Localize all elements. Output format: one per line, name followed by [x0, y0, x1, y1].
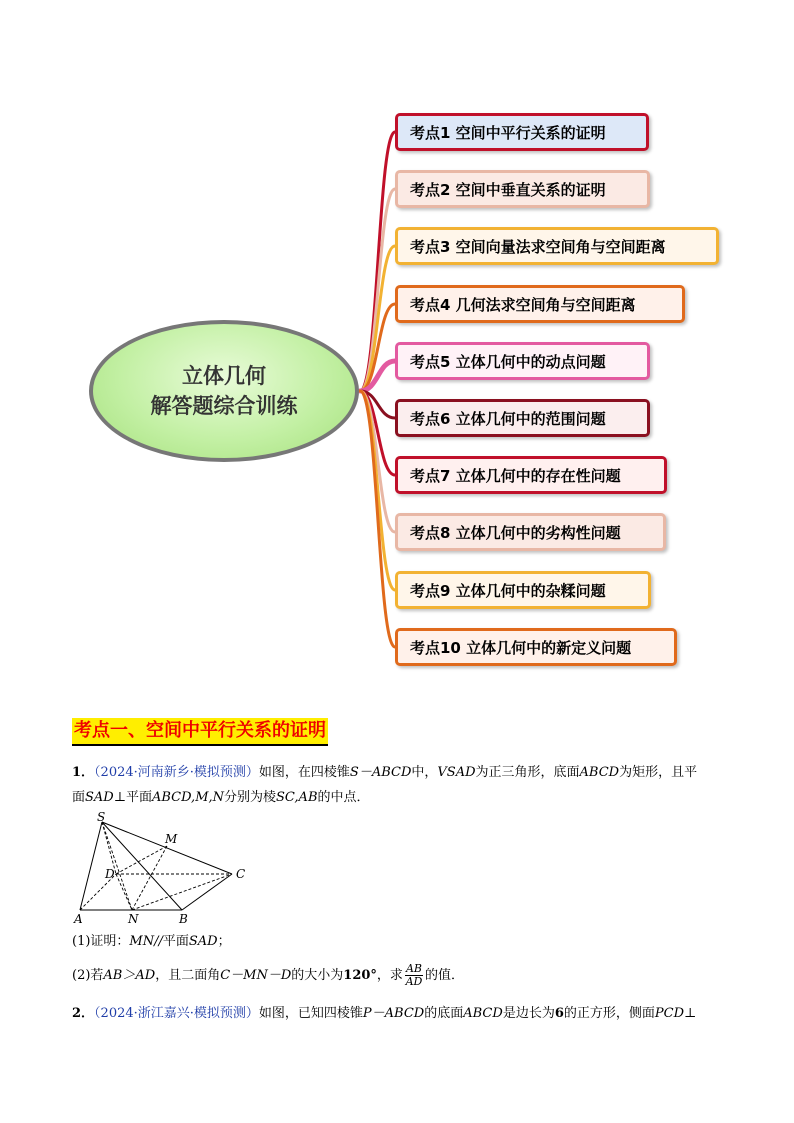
part-2-prefix: (2)若 — [72, 968, 104, 983]
edge-BC — [182, 874, 232, 910]
fraction-denominator: AD — [405, 975, 423, 988]
topic-label: 考点1 空间中平行关系的证明 — [410, 123, 606, 142]
problem-2-math: ABCD — [463, 1006, 503, 1021]
label-D: D — [105, 867, 115, 881]
part-1-math: MN// — [129, 934, 163, 949]
edge-SA — [80, 822, 102, 910]
section-heading: 考点一、空间中平行关系的证明 — [72, 718, 328, 746]
part-2-text: ，且二面角 — [155, 968, 221, 983]
problem-2-text: 是边长为 — [502, 1006, 555, 1021]
branch-lines — [360, 132, 395, 647]
problem-2-stem — [72, 1001, 732, 1026]
problem-1-part-1 — [72, 929, 732, 954]
problem-2-source: （2024·浙江嘉兴·模拟预测） — [94, 1006, 259, 1021]
segment-DN — [116, 874, 132, 910]
problem-2-text: 的底面 — [424, 1006, 464, 1021]
topic-label: 考点9 立体几何中的杂糅问题 — [410, 581, 606, 600]
problem-1-text: ⊥平面 — [113, 790, 152, 805]
topic-label: 考点5 立体几何中的动点问题 — [410, 352, 606, 371]
problem-2-side-length: 6 — [554, 1006, 564, 1021]
part-2-math: C－MN－D — [220, 968, 292, 983]
problem-1-text: 面 — [72, 790, 86, 805]
fraction-AB-over-AD — [405, 963, 423, 988]
part-2-angle: 120° — [343, 968, 377, 983]
part-1-prefix: (1)证明： — [72, 934, 130, 949]
problem-1-number: 1． — [72, 765, 95, 780]
fraction-numerator: AB — [405, 962, 422, 975]
topic-label: 考点6 立体几何中的范围问题 — [410, 409, 606, 428]
problem-1-math: SC,AB — [276, 790, 318, 805]
part-2-text: 的值． — [424, 968, 464, 983]
topic-box-9 — [395, 571, 651, 609]
label-A: A — [74, 912, 83, 926]
topic-box-10 — [395, 628, 677, 666]
part-1-text: 平面 — [162, 934, 189, 949]
edge-SC — [102, 822, 232, 874]
problem-2-text: 如图，已知四棱锥 — [258, 1006, 363, 1021]
problem-2-math: P－ABCD — [362, 1006, 425, 1021]
segment-MN — [132, 846, 167, 910]
center-title-line2: 解答题综合训练 — [150, 394, 298, 418]
label-M: M — [165, 832, 178, 846]
part-2-text: ，求 — [376, 968, 403, 983]
topic-box-6 — [395, 399, 650, 437]
label-C: C — [236, 867, 246, 881]
topic-box-1 — [395, 113, 649, 151]
part-2-text: 的大小为 — [291, 968, 344, 983]
topic-box-5 — [395, 342, 650, 380]
topic-box-7 — [395, 456, 667, 494]
problem-1-text: 中， — [411, 765, 438, 780]
problem-2-number: 2． — [72, 1006, 95, 1021]
topic-label: 考点2 空间中垂直关系的证明 — [410, 180, 606, 199]
topic-box-8 — [395, 513, 666, 551]
segment-NC — [132, 874, 232, 910]
topic-box-4 — [395, 285, 685, 323]
topic-box-3 — [395, 227, 719, 265]
problem-1-part-2 — [72, 963, 732, 988]
part-2-math: AB＞AD — [103, 968, 156, 983]
problem-1-math: S－ABCD — [349, 765, 412, 780]
problem-2-math: PCD⊥ — [654, 1006, 697, 1021]
label-B: B — [179, 912, 188, 926]
problem-1-text: 的中点． — [317, 790, 370, 805]
problem-1-text: 如图，在四棱锥 — [258, 765, 350, 780]
center-title-line1: 立体几何 — [182, 364, 266, 388]
problem-1-text: 为矩形，且平 — [619, 765, 698, 780]
topic-label: 考点3 空间向量法求空间角与空间距离 — [410, 237, 666, 256]
branch-line-9 — [360, 391, 395, 590]
topic-label: 考点10 立体几何中的新定义问题 — [410, 638, 632, 657]
mindmap-center-node — [89, 320, 359, 462]
problem-2-text: 的正方形，侧面 — [563, 1006, 655, 1021]
part-1-math: SAD — [188, 934, 218, 949]
problem-1-math: SAD — [85, 790, 114, 805]
topic-label: 考点4 几何法求空间角与空间距离 — [410, 295, 636, 314]
problem-1-math: VSAD — [437, 765, 476, 780]
segment-SN — [102, 822, 132, 910]
label-N: N — [128, 912, 139, 926]
problem-1-source: （2024·河南新乡·模拟预测） — [94, 765, 259, 780]
problem-1-math: ABCD,M,N — [151, 790, 225, 805]
topic-label: 考点7 立体几何中的存在性问题 — [410, 466, 621, 485]
pyramid-figure — [72, 812, 262, 926]
label-S: S — [97, 812, 106, 824]
part-1-text: ； — [217, 934, 231, 949]
topic-box-2 — [395, 170, 650, 208]
problem-1-text: 分别为棱 — [224, 790, 277, 805]
problem-1-stem — [72, 760, 732, 810]
problem-1-math: ABCD — [579, 765, 620, 780]
topic-label: 考点8 立体几何中的劣构性问题 — [410, 523, 621, 542]
problem-1-text: 为正三角形，底面 — [475, 765, 580, 780]
